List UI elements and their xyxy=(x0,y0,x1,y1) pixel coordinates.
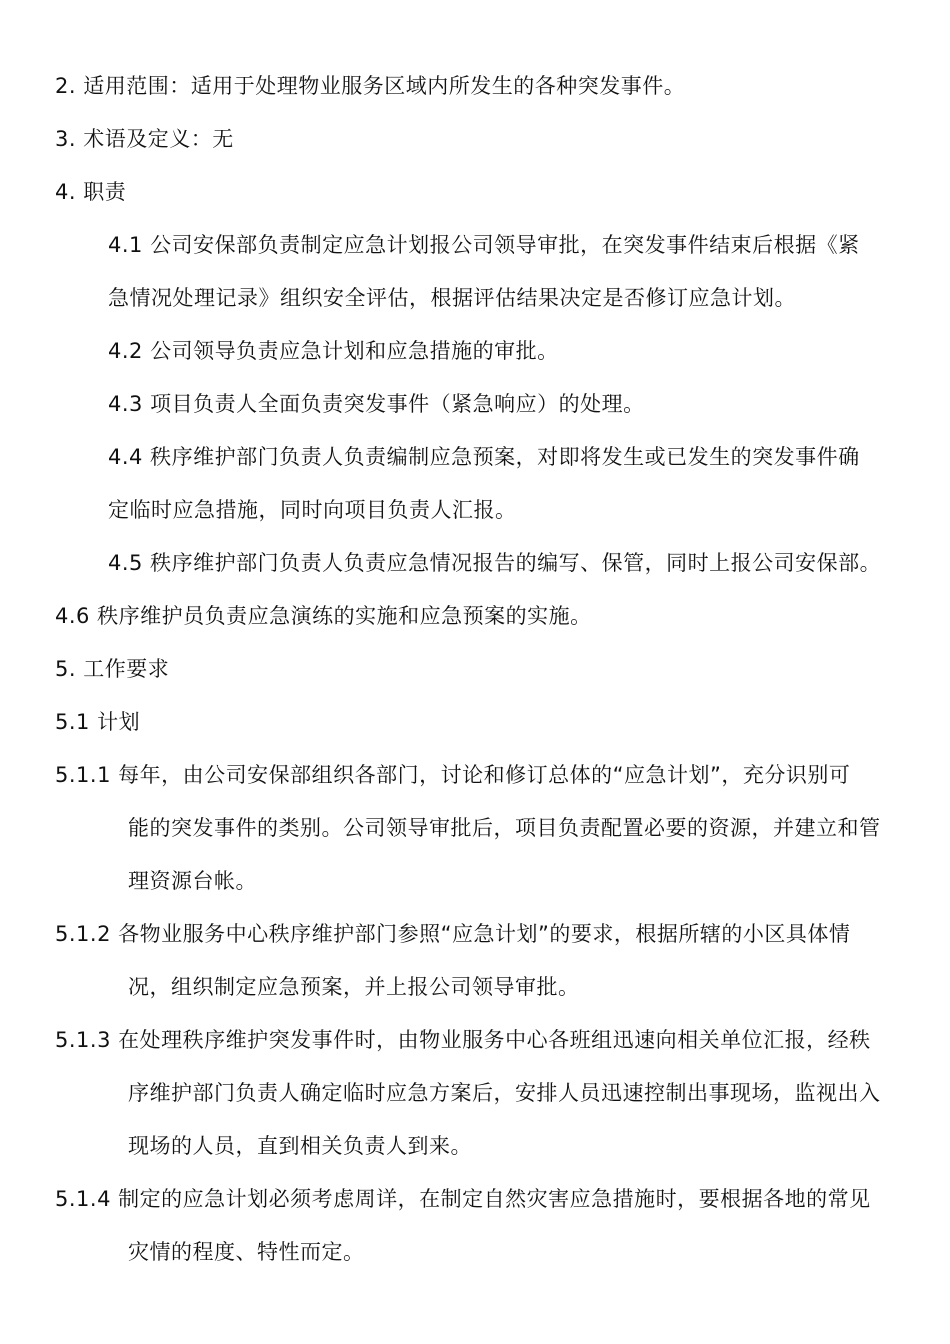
item-5-1-4-line-1: 5.1.4 制定的应急计划必须考虑周详，在制定自然灾害应急措施时，要根据各地的常见 xyxy=(55,1187,871,1211)
section-4-heading: 4. 职责 xyxy=(55,180,127,204)
item-5-1-3-line-2: 序维护部门负责人确定临时应急方案后，安排人员迅速控制出事现场，监视出入 xyxy=(128,1081,881,1105)
item-5-1-1-line-1: 5.1.1 每年，由公司安保部组织各部门，讨论和修订总体的“应急计划”，充分识别可 xyxy=(55,763,851,787)
subsection-5-1-heading: 5.1 计划 xyxy=(55,710,141,734)
item-4-3: 4.3 项目负责人全面负责突发事件（紧急响应）的处理。 xyxy=(108,392,645,416)
item-4-4-line-1: 4.4 秩序维护部门负责人负责编制应急预案，对即将发生或已发生的突发事件确 xyxy=(108,445,860,469)
item-5-1-1-line-2: 能的突发事件的类别。公司领导审批后，项目负责配置必要的资源，并建立和管 xyxy=(128,816,881,840)
item-5-1-4-line-2: 灾情的程度、特性而定。 xyxy=(128,1240,365,1264)
item-5-1-1-line-3: 理资源台帐。 xyxy=(128,869,257,893)
item-5-1-3-line-1: 5.1.3 在处理秩序维护突发事件时，由物业服务中心各班组迅速向相关单位汇报，经秩 xyxy=(55,1028,871,1052)
section-3-terms: 3. 术语及定义：无 xyxy=(55,127,234,151)
item-5-1-2-line-2: 况，组织制定应急预案，并上报公司领导审批。 xyxy=(128,975,580,999)
item-5-1-3-line-3: 现场的人员，直到相关负责人到来。 xyxy=(128,1134,472,1158)
section-2-applicability: 2. 适用范围：适用于处理物业服务区域内所发生的各种突发事件。 xyxy=(55,74,686,98)
section-5-heading: 5. 工作要求 xyxy=(55,657,170,681)
item-5-1-2-line-1: 5.1.2 各物业服务中心秩序维护部门参照“应急计划”的要求，根据所辖的小区具体情 xyxy=(55,922,851,946)
item-4-1-line-1: 4.1 公司安保部负责制定应急计划报公司领导审批，在突发事件结束后根据《紧 xyxy=(108,233,860,257)
item-4-6: 4.6 秩序维护员负责应急演练的实施和应急预案的实施。 xyxy=(55,604,592,628)
item-4-4-line-2: 定临时应急措施，同时向项目负责人汇报。 xyxy=(108,498,517,522)
item-4-1-line-2: 急情况处理记录》组织安全评估，根据评估结果决定是否修订应急计划。 xyxy=(108,286,796,310)
item-4-2: 4.2 公司领导负责应急计划和应急措施的审批。 xyxy=(108,339,559,363)
item-4-5: 4.5 秩序维护部门负责人负责应急情况报告的编写、保管，同时上报公司安保部。 xyxy=(108,551,882,575)
